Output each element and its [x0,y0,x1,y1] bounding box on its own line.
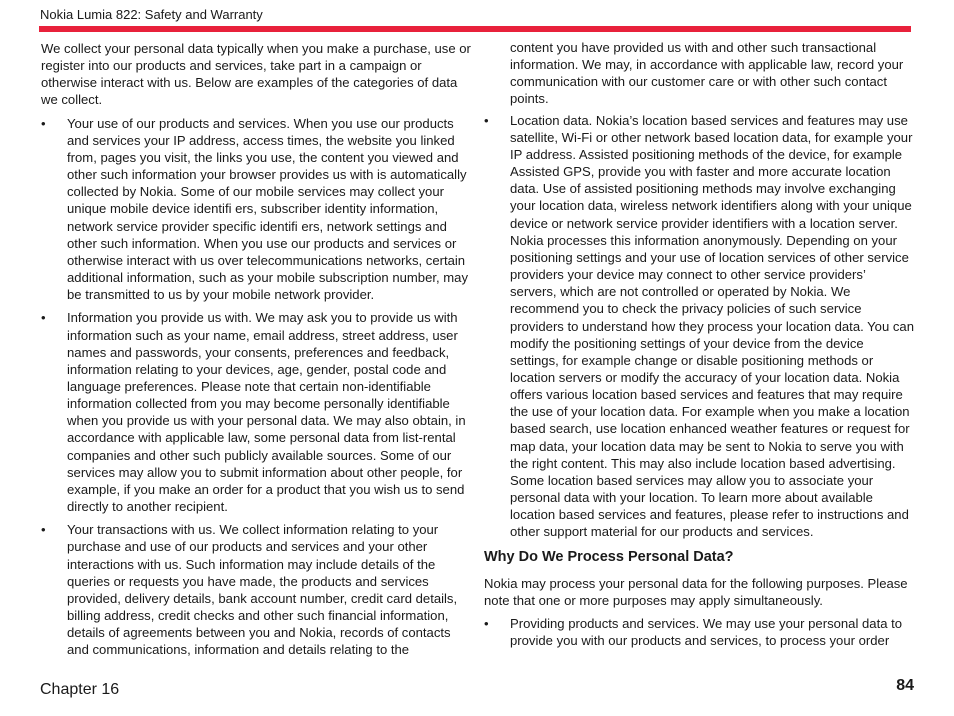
bullet-marker: • [484,616,489,631]
list-item-text: Location data. Nokia’s location based services and features may use satellite, Wi-Fi or other network based location data, for example your IP address. Assisted positioning methods of the device, for example Assisted GPS, provide you with faster and more accurate location data. Use of assisted positioning methods may involve exchanging your location data, wireless network identifiers along with your unique device or network service provider identifiers with a location server. Nokia processes this information anonymously. Depending on your positioning settings and your use of location services of other service providers your device may connect to other service providers’ servers, which are not controlled or operated by Nokia. We recommend you to check the privacy policies of such service providers to understand how they process your location data. You can modify the positioning settings of your device from the device settings, for example change or disable positioning methods or location servers or modify the accuracy of your location data. Nokia offers various location based services and features that may require the use of your location data. For example when you make a location based search, use location enhanced weather features or request for map data, your location data may be sent to Nokia to serve you with the right content. This may also include location based advertising. Some location based services may allow you to associate your personal data with your location. To learn more about available location based services and features, please refer to instructions and other support material for our products and services. [510,112,914,540]
list-item [41,521,471,658]
list-item [484,112,914,541]
header-rule [39,26,911,32]
location-list [484,112,914,541]
data-categories-list [41,115,471,659]
bullet-marker: • [41,115,46,131]
bullet-marker: • [484,112,489,128]
continued-text: content you have provided us with and other such transactional information. We may, in accordance with applicable law, record your communication with our customer care or with other such contact points. [510,40,904,107]
purposes-paragraph: Nokia may process your personal data for the following purposes. Please note that one or more purposes may apply simultaneously. [484,575,908,608]
list-item [484,615,914,649]
document-header: Nokia Lumia 822: Safety and Warranty [40,7,263,22]
intro-paragraph: We collect your personal data typically when you make a purchase, use or register into our products and services, take part in a campaign or otherwise interact with us. Below are examples of the categories of data we collect. [41,41,471,108]
bullet-marker: • [41,310,46,326]
chapter-label: Chapter 16 [40,681,120,698]
right-column [484,39,914,655]
page-number: 84 [896,677,914,694]
section-heading: Why Do We Process Personal Data? [484,548,734,565]
list-item [41,115,471,304]
left-column [41,40,471,664]
list-item-text: Your transactions with us. We collect information relating to your purchase and use of our products and services and your other interactions with us. Such information may include details of the queries or requests you have made, the products and services provided, delivery details, bank account number, credit card details, billing address, credit checks and other such financial information, details of agreements between you and Nokia, records of contacts and communications, information and details relating to the [67,522,458,658]
bullet-marker: • [41,522,46,538]
list-item-text: Information you provide us with. We may ask you to provide us with information such as your name, email address, street address, user names and passwords, your consents, preferences and feedback, information relating to your devices, age, gender, postal code and language preferences. Please note that certain non-identifiable information collected from you may become personally identifiable when you provide us with your personal data. We may also obtain, in accordance with applicable law, some personal data from list-rental companies and other such publicly available sources. Some of our services may allow you to submit information about other people, for example, if you make an order for a product that you wish us to send directly to another recipient. [67,310,466,515]
list-item [41,309,471,515]
list-item-text: Providing products and services. We may use your personal data to provide you with our products and services, to process your order [510,616,903,649]
purposes-list [484,615,914,649]
list-item-text: Your use of our products and services. When you use our products and services your IP address, access times, the website you linked from, pages you visit, the links you use, the content you viewed and other such information your browser provides us with is automatically collected by Nokia. Some of our mobile services may collect your unique mobile device identifi ers, subscriber identity information, network service provider specific identifi ers, network settings and other such information. When you use our products and services or otherwise interact with us over telecommunications networks, certain additional information, such as your mobile subscription number, may be transmitted to us by your mobile network provider. [67,115,469,303]
